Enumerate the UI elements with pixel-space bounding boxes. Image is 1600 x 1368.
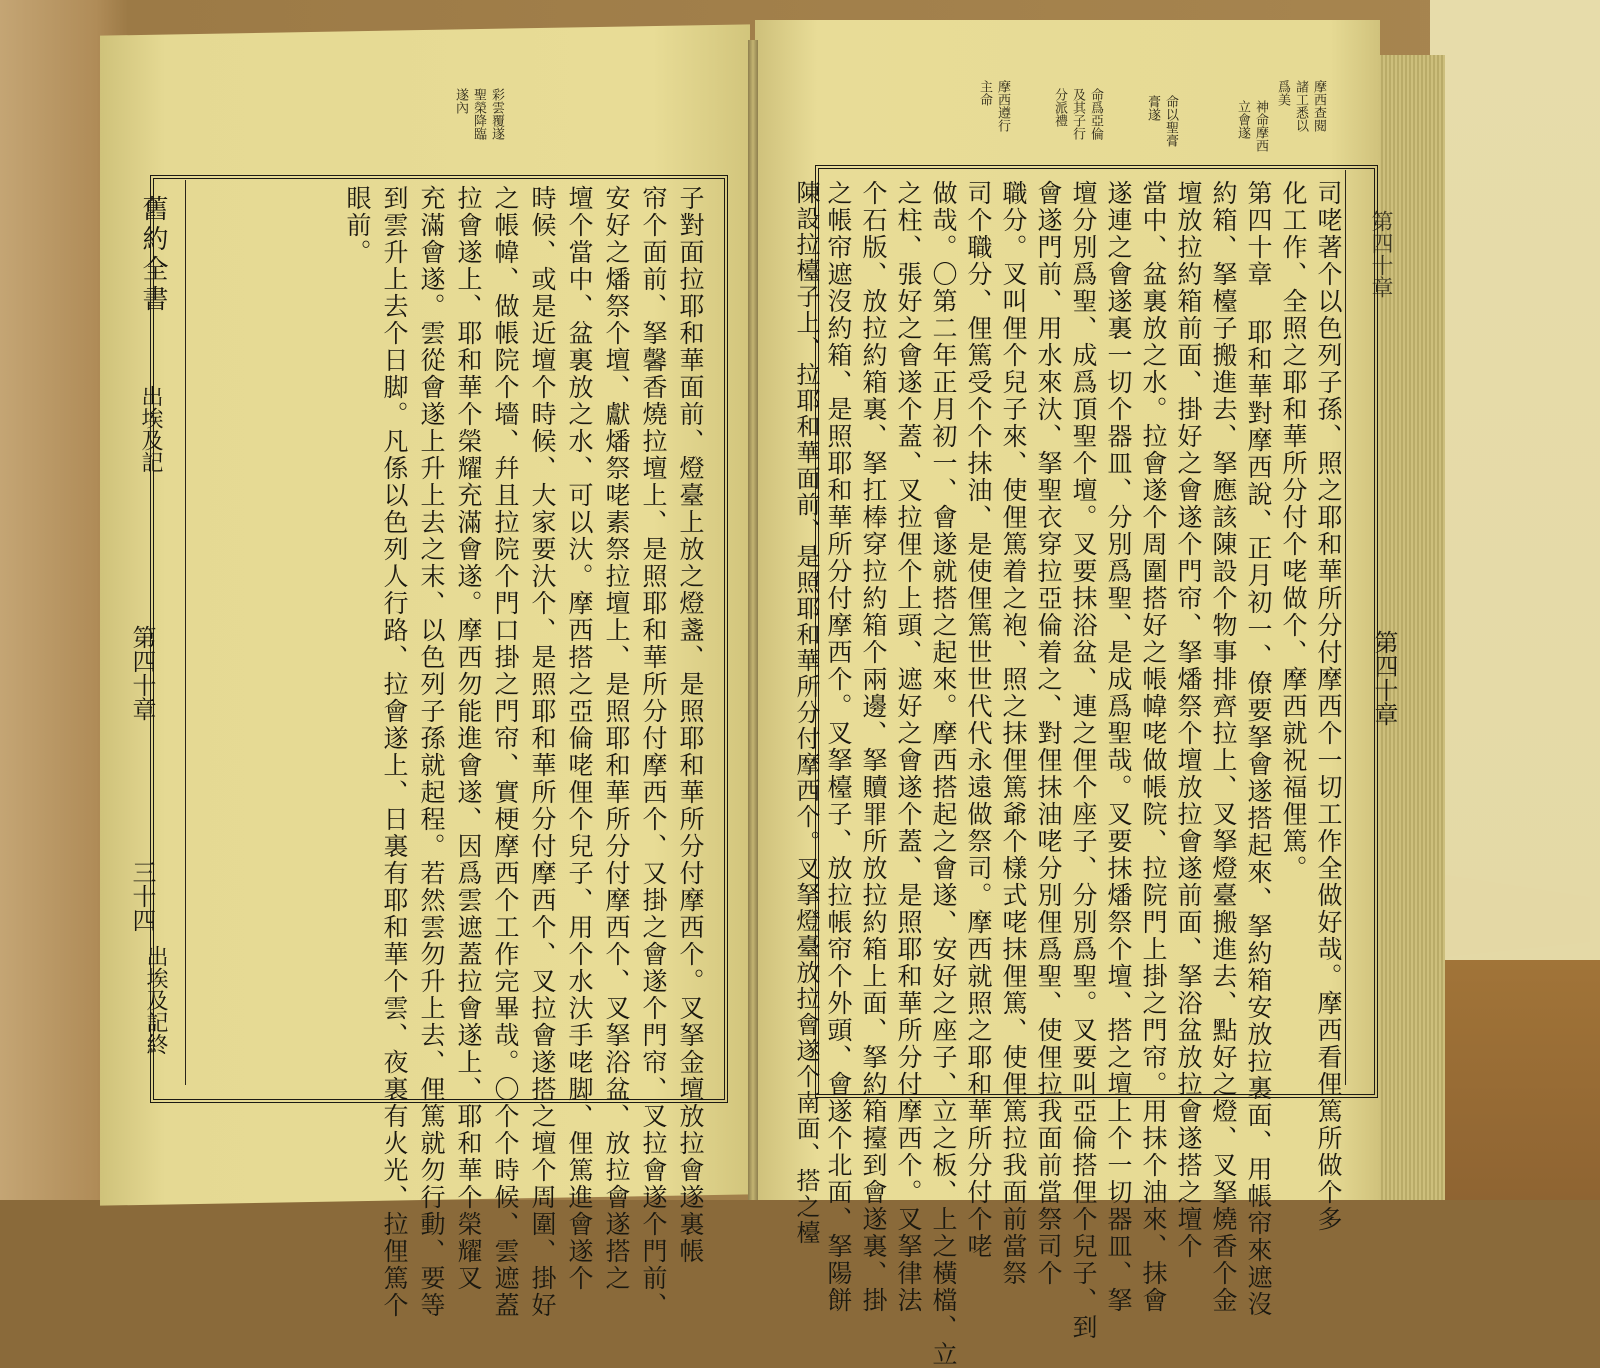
text-column: 壇个當中、盆裏放之水、可以汏。摩西搭之亞倫咾俚个兒子、用个水汏手咾脚、俚篤進會遂个 xyxy=(565,185,594,1292)
left-top-note: 遂內 xyxy=(453,88,468,114)
text-column: 第四十章 耶和華對摩西說、正月初一、僚要拏會遂搭起來、拏約箱安放拉裏面、用帳帘來遮沒 xyxy=(1244,180,1273,1318)
text-column: 子對面拉耶和華面前、燈臺上放之燈盞、是照耶和華所分付摩西个。叉拏金壇放拉會遂裏帳 xyxy=(676,185,705,1265)
text-column: 之柱、張好之會遂个蓋、叉拉俚个上頭、遮好之會遂个蓋、是照耶和華所分付摩西个。叉拏律法 xyxy=(894,180,923,1314)
left-top-note: 彩雲覆遂 xyxy=(489,88,504,140)
end-mark: 出埃及記終 xyxy=(143,945,168,1055)
right-top-note: 膏遂 xyxy=(1145,95,1160,121)
text-column: 眼前。 xyxy=(343,185,372,266)
chapter-label: 第四十章 xyxy=(128,625,156,721)
text-column: 壇分別爲聖、成爲頂聖个壇。叉要抹浴盆、連之俚个座子、分別爲聖。叉要叫亞倫搭俚个兒子、到 xyxy=(1069,180,1098,1341)
text-column: 職分。叉叫俚个兒子來、使俚篤着之袍、照之抹俚篤爺个樣式咾抹俚篤、使俚篤拉我面前當祭 xyxy=(999,180,1028,1287)
text-column: 拉會遂上、耶和華个榮耀充滿會遂。摩西勿能進會遂、因爲雲遮蓋拉會遂上、耶和華个榮耀叉 xyxy=(454,185,483,1292)
text-column: 做哉。〇第二年正月初一、會遂就搭之起來。摩西搭起之會遂、安好之座子、立之板、上之橫檔、立 xyxy=(929,180,958,1368)
text-column: 个石版、放拉約箱裏、拏扛棒穿拉約箱个兩邊、拏贖罪所放拉約箱上面、拏約箱擡到會遂裏、掛 xyxy=(859,180,888,1314)
right-chapter-label: 第四十章 xyxy=(1370,630,1398,726)
text-column: 遂連之會遂裏一切个器皿、分別爲聖、是成爲聖哉。叉要抹燔祭个壇、搭之壇上个一切器皿、拏 xyxy=(1104,180,1133,1314)
text-column: 到雲升上去个日脚。凡係以色列人行路、拉會遂上、日裏有耶和華个雲、夜裏有火光、拉俚篤个 xyxy=(380,185,409,1319)
text-column: 時候、或是近壇个時候、大家要汏个、是照耶和華所分付摩西个、叉拉會遂搭之壇个周圍、掛好 xyxy=(528,185,557,1319)
right-edge-chapter-mark: 第四十章 xyxy=(1368,210,1393,298)
text-column: 帘个面前、拏馨香燒拉壇上、是照耶和華所分付摩西个、又掛之會遂个門帘、叉拉會遂个門前、 xyxy=(639,185,668,1319)
text-column: 安好之燔祭个壇、獻燔祭咾素祭拉壇上、是照耶和華所分付摩西个、叉拏浴盆、放拉會遂搭之 xyxy=(602,185,631,1292)
text-column: 當中、盆裏放之水。拉會遂个周圍搭好之帳幃咾做帳院、拉院門上掛之門帘。用抹个油來、抹會 xyxy=(1139,180,1168,1314)
text-column: 會遂門前、用水來汏、拏聖衣穿拉亞倫着之、對俚抹油咾分別俚爲聖、使俚拉我面前當祭司个 xyxy=(1034,180,1063,1287)
right-top-note: 及其子行 xyxy=(1070,88,1085,140)
right-top-note: 爲美 xyxy=(1275,80,1290,106)
text-column: 司咾著个以色列子孫、照之耶和華所分付摩西个一切工作全做好哉。摩西看俚篤所做个多 xyxy=(1314,180,1343,1233)
text-column: 陳設拉檯子上、拉耶和華面前、是照耶和華所分付摩西个。叉拏燈臺放拉會遂个南面、搭之檯 xyxy=(792,180,820,1246)
page-number: 三十四 xyxy=(128,860,156,932)
text-column: 之帳幃、做帳院个墻、幷且拉院个門口掛之門帘、實梗摩西个工作完畢哉。〇个个時候、雲遮蓋 xyxy=(491,185,520,1319)
right-top-note: 分派禮 xyxy=(1052,88,1067,127)
right-top-note: 摩西遵行 xyxy=(995,80,1010,132)
book-spine xyxy=(748,40,758,1200)
text-column: 約箱、拏檯子搬進去、拏應該陳設个物事排齊拉上、叉拏燈臺搬進去、點好之燈、叉拏燒香个金 xyxy=(1209,180,1238,1314)
left-top-note: 聖榮降臨 xyxy=(471,88,486,140)
section-title: 出埃及記 xyxy=(138,385,163,473)
text-column: 司个職分、俚篤受个个抹油、是使俚篤世世代代永遠做祭司。摩西就照之耶和華所分付个咾 xyxy=(964,180,993,1260)
text-column: 壇放拉約箱前面、掛好之會遂个門帘、拏燔祭个壇放拉會遂前面、拏浴盆放拉會遂搭之壇个 xyxy=(1174,180,1203,1260)
right-top-note: 諸工悉以 xyxy=(1293,80,1308,132)
text-column: 化工作、全照之耶和華所分付个咾做个、摩西就祝福俚篤。 xyxy=(1279,180,1308,882)
right-top-note: 立會遂 xyxy=(1235,100,1250,139)
wall-background xyxy=(1430,0,1600,1200)
text-column: 之帳帘遮沒約箱、是照耶和華所分付摩西个。叉拏檯子、放拉帳帘个外頭、會遂个北面、拏陽餅 xyxy=(824,180,853,1314)
text-column: 充滿會遂。雲從會遂上升上去之末、以色列子孫就起程。若然雲勿升上去、俚篤就勿行動、要等 xyxy=(417,185,446,1319)
right-top-note: 命爲亞倫 xyxy=(1088,88,1103,140)
right-top-note: 命以聖膏 xyxy=(1163,95,1178,147)
book-title: 舊約全書 xyxy=(138,195,168,315)
right-top-note: 摩西查閱 xyxy=(1311,80,1326,132)
right-top-note: 神命摩西 xyxy=(1253,100,1268,152)
right-top-note: 主命 xyxy=(977,80,992,106)
